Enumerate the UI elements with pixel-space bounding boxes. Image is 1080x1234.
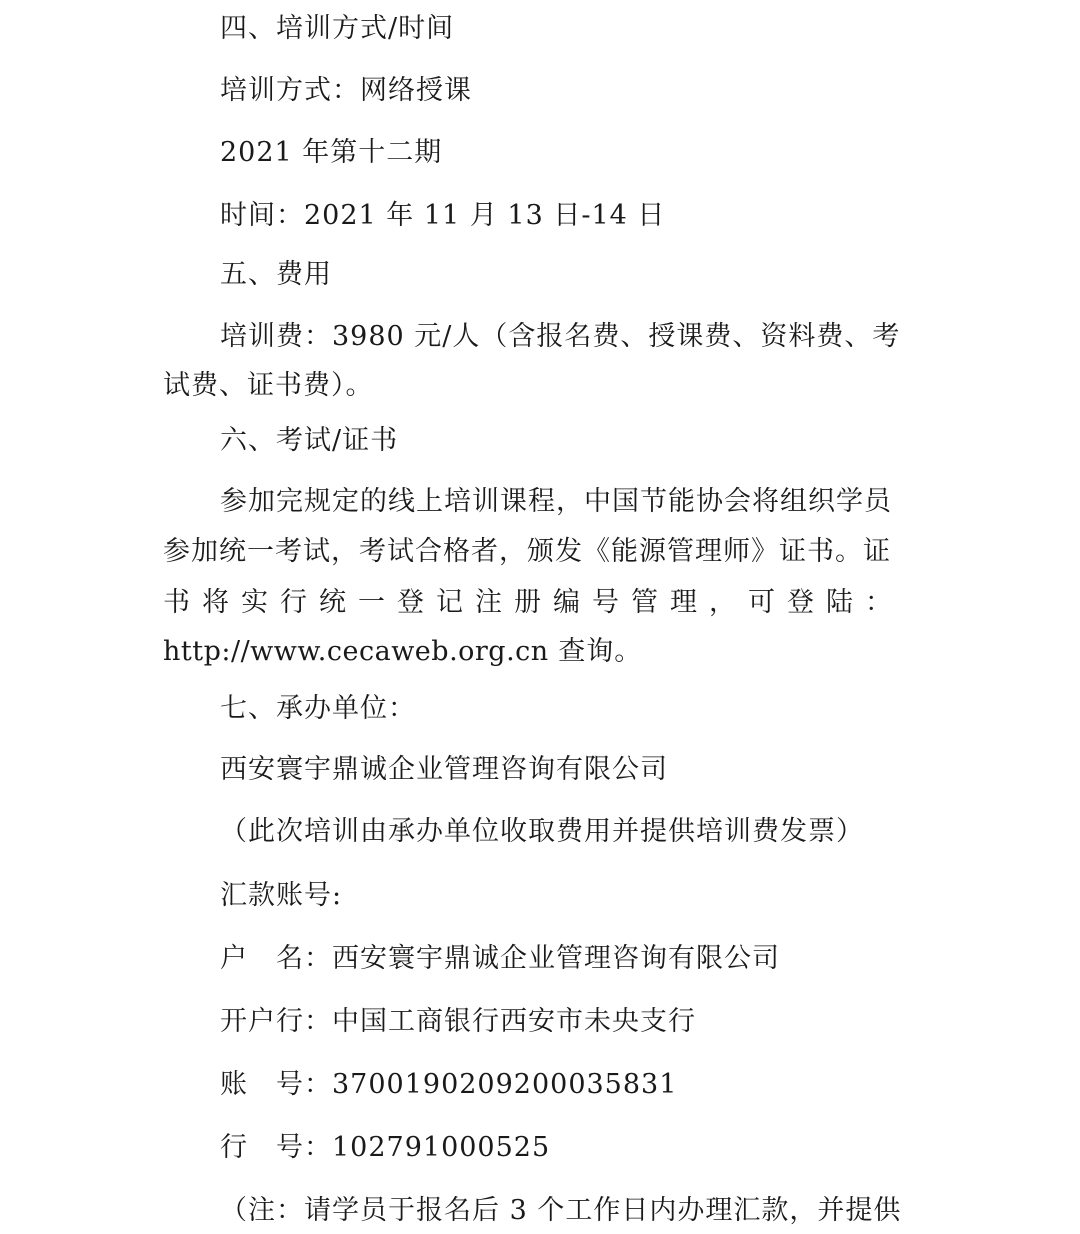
website-url[interactable]: http://www.cecaweb.org.cn — [163, 636, 549, 667]
char: 登 — [397, 587, 425, 618]
invoice-note: （此次培训由承办单位收取费用并提供培训费发票） — [220, 816, 864, 847]
char: 可 — [748, 587, 776, 618]
char: 一 — [358, 587, 386, 618]
footnote: （注：请学员于报名后 3 个工作日内办理汇款，并提供 — [220, 1195, 902, 1226]
char: 理 — [670, 587, 698, 618]
exam-paragraph-line-2: 参加统一考试，考试合格者，颁发《能源管理师》证书。证 — [163, 536, 891, 567]
section-6-heading: 六、考试/证书 — [220, 425, 399, 456]
char: 号 — [592, 587, 620, 618]
char: 登 — [787, 587, 815, 618]
training-time: 时间：2021 年 11 月 13 日-14 日 — [220, 200, 666, 231]
url-suffix: 查询。 — [558, 636, 643, 667]
char: 实 — [241, 587, 269, 618]
exam-paragraph-line-4 — [163, 635, 642, 669]
organizer-company: 西安寰宇鼎诚企业管理咨询有限公司 — [220, 754, 668, 785]
section-4-heading: 四、培训方式/时间 — [220, 13, 455, 44]
char: 行 — [280, 587, 308, 618]
exam-paragraph-line-1: 参加完规定的线上培训课程，中国节能协会将组织学员 — [220, 486, 892, 517]
fee-line-2: 试费、证书费）。 — [163, 370, 374, 401]
account-number: 账 号：3700190209200035831 — [220, 1069, 678, 1100]
remittance-heading: 汇款账号: — [220, 880, 343, 911]
char: 书 — [163, 587, 191, 618]
exam-paragraph-line-3 — [163, 586, 893, 620]
char: 记 — [436, 587, 464, 618]
account-name: 户 名：西安寰宇鼎诚企业管理咨询有限公司 — [220, 943, 780, 974]
training-mode: 培训方式：网络授课 — [220, 75, 472, 106]
char: 统 — [319, 587, 347, 618]
char: 注 — [475, 587, 503, 618]
section-7-heading: 七、承办单位： — [220, 693, 416, 724]
training-session: 2021 年第十二期 — [220, 137, 443, 168]
char: 编 — [553, 587, 581, 618]
char: 将 — [202, 587, 230, 618]
section-5-heading: 五、费用 — [220, 259, 332, 290]
char: ， — [709, 587, 737, 618]
char: 册 — [514, 587, 542, 618]
bank-name: 开户行：中国工商银行西安市未央支行 — [220, 1006, 696, 1037]
char: 陆 — [826, 587, 854, 618]
bank-number: 行 号：102791000525 — [220, 1132, 551, 1163]
char: ： — [865, 587, 893, 618]
fee-line-1: 培训费：3980 元/人（含报名费、授课费、资料费、考 — [220, 321, 901, 352]
char: 管 — [631, 587, 659, 618]
